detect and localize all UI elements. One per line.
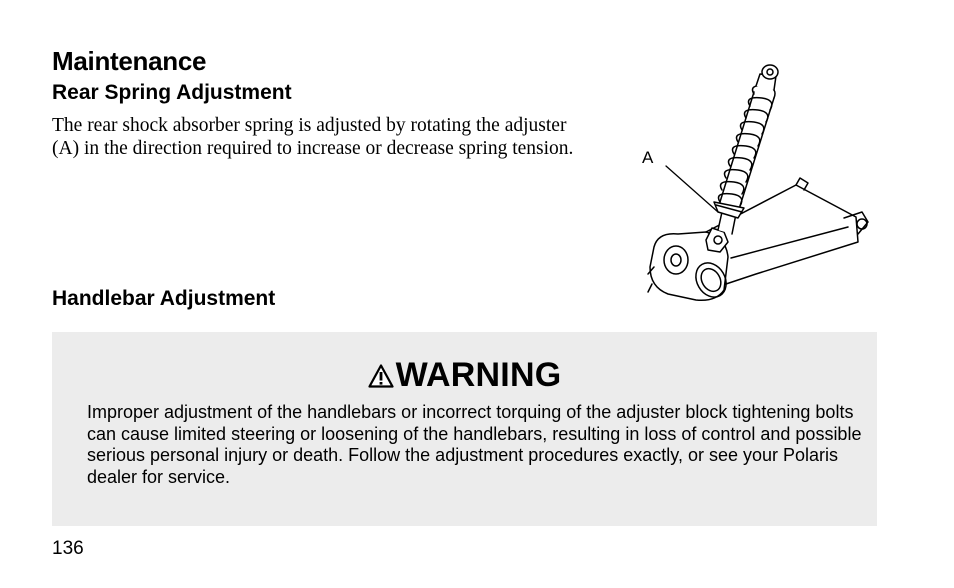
warning-title: WARNING xyxy=(395,355,562,394)
section-title: Maintenance xyxy=(52,46,207,76)
warning-triangle-icon xyxy=(368,364,394,388)
rear-spring-body: The rear shock absorber spring is adjusted by rotating the adjuster (A) in the direction required to increase or decrease spring tension. xyxy=(52,115,574,159)
warning-box xyxy=(52,332,877,526)
warning-header xyxy=(52,354,877,396)
warning-text: Improper adjustment of the handlebars or incorrect torquing of the adjuster block tightening bolts can cause limited steering or loosening of the handlebars, resulting in loss of control and possible serious personal injury or death. Follow the adjustment procedures exactly, or see your Polaris dealer for service. xyxy=(87,402,862,487)
page-number: 136 xyxy=(52,538,84,559)
handlebar-heading: Handlebar Adjustment xyxy=(52,287,276,310)
rear-spring-heading: Rear Spring Adjustment xyxy=(52,81,292,104)
shock-absorber-illustration xyxy=(636,62,876,312)
figure-callout-label: A xyxy=(642,148,654,167)
